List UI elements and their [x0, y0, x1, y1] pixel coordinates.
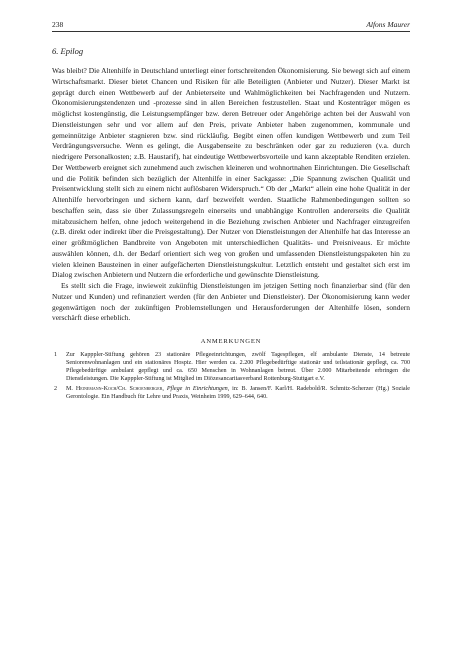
footnote-number: 1 — [54, 352, 58, 358]
footnote-text: Zur Kapppler-Stiftung gehören 23 stationäre Pflegeeinrichtungen, zwölf Tagespflegen, elf ambulante Dienste, 14 betreute Seniorenwohnanlagen und ein stationäres Hospiz. Hier werden ca. 2.200 Pflegebedürftige stationär und teilstationär gepflegt, ca. 700 Pflegebedürftige ambulant gepflegt und ca. 650 Menschen in Wohnanlagen betreut. Über 2.000 Mitarbeitende erbringen die Dienstleistungen. Die Kapppler-Stiftung ist Mitglied im Diözesancaritasverband Rottenburg-Stuttgart e.V. — [66, 352, 410, 383]
paragraph-2: Es stellt sich die Frage, inwieweit zukünftig Dienstleistungen im jetzigen Setting noch finanzierbar sind (für den Nutzer und Kunden) und refinanziert werden (für den Anbieter und Dienstleister). Der Ökonomisierung kann weder gegenwärtigen noch der zukünftigen Problemstellungen und Herausforderungen der Altenhilfe lösen, sondern verschärft diese erheblich. — [52, 281, 410, 323]
notes-heading: ANMERKUNGEN — [200, 338, 262, 345]
footnote-2 — [52, 385, 410, 401]
body-text — [52, 66, 410, 324]
footnote-number: 2 — [54, 385, 58, 392]
footnote-title: Pflege in Einrichtungen, — [166, 385, 230, 392]
footnote-authors: M. Heinemann-Koch/Ch. Schoenberger, — [66, 385, 164, 392]
running-header — [52, 20, 410, 32]
footnote-rest: in: B. Jansen/F. Karl/H. Radebold/R. Schmitz-Scherzer (Hg.) Soziale Gerontologie. Ein Handbuch für Lehre und Praxis, Weinheim 1999, 629–644, 640. — [66, 385, 410, 400]
page-number: 238 — [52, 20, 64, 29]
paragraph-1: Was bleibt? Die Altenhilfe in Deutschland unterliegt einer fortschreitenden Ökonomisierung. Sie bewegt sich auf einem Wirtschaftsmarkt. Dieser bietet Chancen und Risiken für alle Beteiligten (Anbieter und Nutzer). Dieser Markt ist geprägt durch einen Wettbewerb auf der Anbieterseite und Wahlmöglichkeiten bei Nachfragenden und Nutzern. Ökonomisierungstendenzen und -prozesse sind in allen Bereichen festzustellen. Staat und Kostenträger mögen es möglichst kostengünstig, die Leistungsempfänger bzw. deren Betreuer oder Angehörige achten bei der Auswahl von Dienstleistungen sehr und vor allem auf den Preis, private Anbieter haben zugenommen, kommunale und gemeinnützige Anbieter stagnieren bzw. sind rückläufig. Begibt einen offen kundigen Wettbewerb und zum Teil Verdrängungsversuche. Wenn es gelingt, die Ausgabenseite zu beschränken oder gar zu reduzieren (v.a. durch niedrigere Personalkosten; z.B. Haustarif), hat eindeutige Wettbewerbsvorteile und kann akzeptable Renditen erzielen. Der Wettbewerb ereignet sich zunehmend auch zwischen kleineren und wohnortnahen Einrichtungen. Die Gesellschaft und die Politik befinden sich bezüglich der Altenhilfe in einer Sackgasse: „Die Spannung zwischen Qualität und Preisentwicklung stellt sich zu einem nicht auflösbaren Widerspruch.“ Ob der „Markt“ allein eine hohe Qualität in der Altenhilfe hervorbringen und sichern kann, darf bezweifelt werden. Staatliche Rahmenbedingungen sollten so beschaffen sein, dass sie über Zulassungsregeln einerseits und unabhängige Kontrollen andererseits die Qualität mitabzusichern helfen, ohne jedoch weitergehend in die Beziehung zwischen Anbieter und Nachfrager einzugreifen (z.B. direkt oder indirekt über die Preisgestaltung). Der Nutzer von Dienstleistungen der Altenhilfe hat das Interesse an einer größtmöglichen Bandbreite von Angeboten mit unterschiedlichen Qualitäts- und Preisniveaus. Er möchte auswählen können, d.h. der Bedarf orientiert sich weg von großen und umfassenden Dienstleistungspaketen hin zu vielen kleinen Bausteinen in einer aufgefächerten Dienstleistungskultur. Letztlich entsteht und gestaltet sich erst im Dialog zwischen Anbietern und Nutzern die erforderliche und gewünschte Dienstleistung. — [52, 66, 410, 280]
running-author: Alfons Maurer — [366, 20, 410, 29]
footnote-1 — [52, 351, 410, 384]
section-heading: 6. Epilog — [52, 46, 84, 56]
footnote-text — [66, 385, 410, 401]
